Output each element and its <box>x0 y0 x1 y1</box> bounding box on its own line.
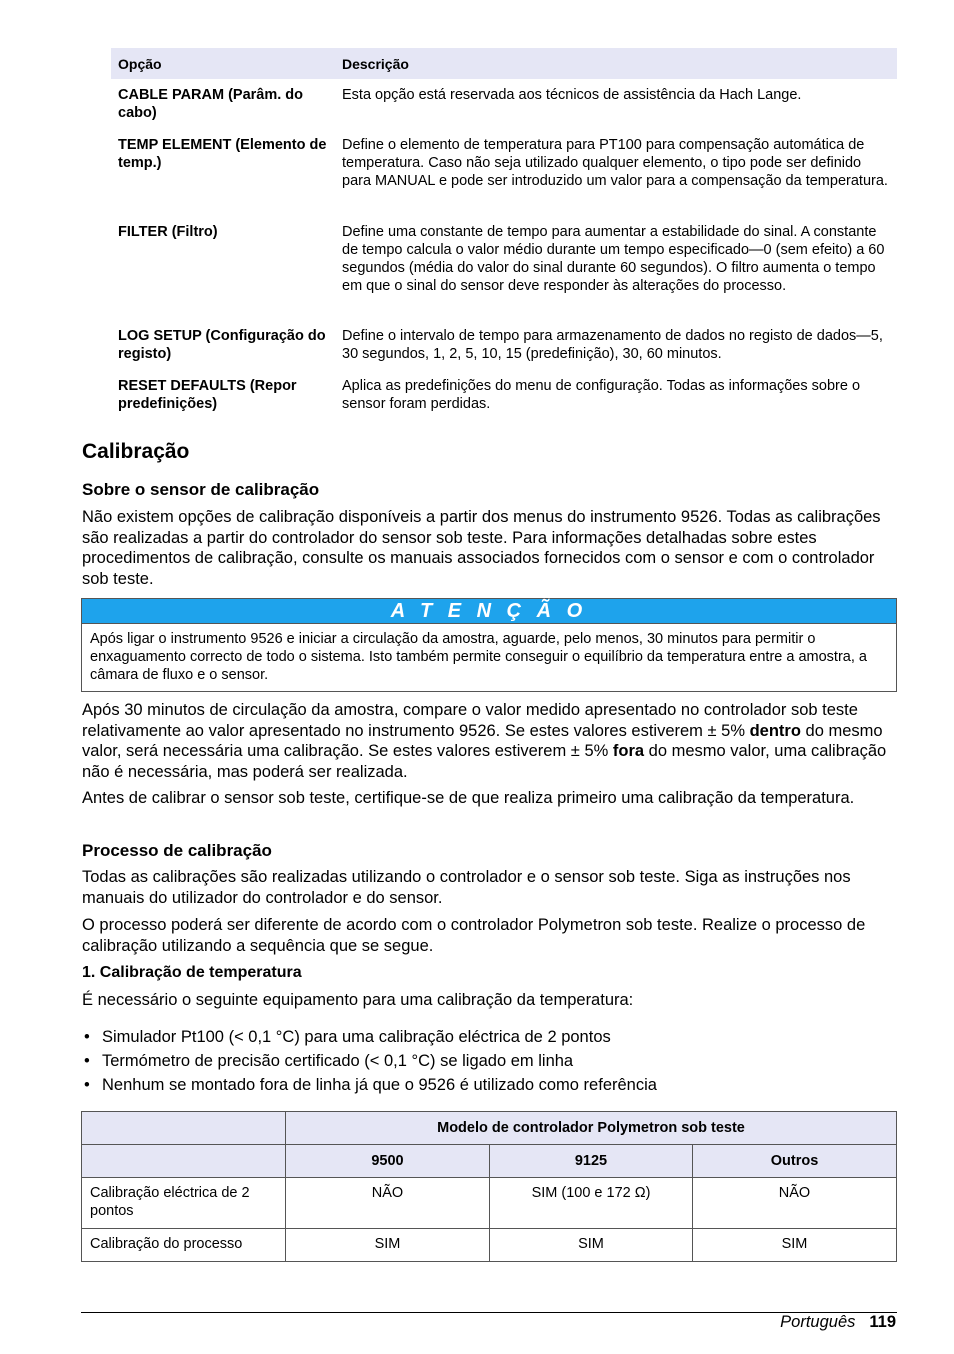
option-name: RESET DEFAULTS (Repor predefinições) <box>118 378 297 412</box>
table-corner-cell <box>82 1112 286 1145</box>
subsection-title-about: Sobre o sensor de calibração <box>82 480 320 499</box>
bullet-glyph: • <box>84 1028 90 1046</box>
cell-value: SIM <box>693 1229 897 1262</box>
table-row <box>111 320 897 370</box>
compare-bold-inside: dentro <box>749 721 801 740</box>
cell-value: SIM (100 e 172 Ω) <box>490 1178 693 1229</box>
table-row <box>111 216 897 320</box>
cell-value: SIM <box>490 1229 693 1262</box>
row-label: Calibração eléctrica de 2 pontos <box>82 1178 286 1229</box>
table-row <box>111 79 897 129</box>
step-title: 1. Calibração de temperatura <box>82 964 302 981</box>
option-description: Esta opção está reservada aos técnicos de assistência da Hach Lange. <box>342 87 802 103</box>
table-row <box>111 129 897 216</box>
footer-divider <box>81 1312 897 1313</box>
option-description: Define o intervalo de tempo para armazenamento de dados no registo de dados—5, 30 segundos, 1, 2, 5, 10, 15 (predefinição), 30, 60 minutos. <box>342 328 883 362</box>
options-table <box>111 48 897 420</box>
before-calibration-paragraph: Antes de calibrar o sensor sob teste, certifique-se de que realiza primeiro uma calibração da temperatura. <box>82 789 855 807</box>
row-label: Calibração do processo <box>82 1229 286 1262</box>
list-item-text: Nenhum se montado fora de linha já que o 9526 é utilizado como referência <box>102 1076 657 1094</box>
about-paragraph: Não existem opções de calibração disponíveis a partir dos menus do instrumento 9526. Todas as calibrações são realizadas a partir do controlador do sensor sob teste. Para informações detalhadas sobre estes procedimentos de calibração, consulte os manuais associados fornecidos com o sensor e com o controlador sob teste. <box>82 508 881 588</box>
compare-text-3: do mesmo valor, uma calibração não é necessária, mas poderá ser realizada. <box>82 742 887 781</box>
page-footer <box>780 1313 896 1332</box>
option-description: Define uma constante de tempo para aumentar a estabilidade do sinal. A constante de tempo calcula o valor médio durante um tempo especificado—0 (sem efeito) a 60 segundos (média do valor do sinal durante 60 segundos). O filtro aumenta o tempo em que o sinal do sensor deve responder às alterações do processo. <box>342 224 885 294</box>
cell-value: NÃO <box>286 1178 490 1229</box>
list-item <box>82 1073 896 1097</box>
bullet-glyph: • <box>84 1052 90 1070</box>
step-intro: É necessário o seguinte equipamento para uma calibração da temperatura: <box>82 991 634 1009</box>
column-header-9500: 9500 <box>286 1145 490 1178</box>
list-item-text: Simulador Pt100 (< 0,1 °C) para uma calibração eléctrica de 2 pontos <box>102 1028 611 1046</box>
warning-box <box>81 598 897 692</box>
column-header-option: Opção <box>111 48 335 79</box>
page-number: 119 <box>869 1313 896 1331</box>
compare-paragraph <box>82 700 896 782</box>
column-header-outros: Outros <box>693 1145 897 1178</box>
compare-text-2: do mesmo valor, será necessária uma calibração. Se estes valores estiverem ± 5% <box>82 721 883 760</box>
subsection-title-process: Processo de calibração <box>82 841 272 860</box>
table-row <box>111 370 897 420</box>
section-title: Calibração <box>82 440 190 463</box>
list-item <box>82 1025 896 1049</box>
table-row <box>82 1178 897 1229</box>
table-row <box>82 1229 897 1262</box>
compare-text-1: Após 30 minutos de circulação da amostra, compare o valor medido apresentado no controlador sob teste relativamente ao valor apresentado no instrumento 9526. Se estes valores estiverem ± 5% <box>82 701 858 740</box>
options-table-header <box>111 48 897 79</box>
table-header-row <box>82 1145 897 1178</box>
table-header-row <box>82 1112 897 1145</box>
option-description: Define o elemento de temperatura para PT100 para compensação automática de temperatura. Caso não seja utilizado qualquer elemento, o tipo pode ser definido para MANUAL e pode ser introduzido um valor para a compensação da temperatura. <box>342 137 888 189</box>
compare-bold-outside: fora <box>612 742 645 760</box>
list-item <box>82 1049 896 1073</box>
warning-text: Após ligar o instrumento 9526 e iniciar a circulação da amostra, aguarde, pelo menos, 30 minutos para permitir o enxaguamento correcto de todo o sistema. Isto também permite conseguir o equilíbrio da temperatura entre a amostra, a câmara de fluxo e o sensor. <box>90 631 867 683</box>
option-name: LOG SETUP (Configuração do registo) <box>118 328 326 362</box>
process-paragraph-1: Todas as calibrações são realizadas utilizando o controlador e o sensor sob teste. Siga as instruções nos manuais do utilizador do controlador e do sensor. <box>82 868 851 907</box>
process-paragraph-2: O processo poderá ser diferente de acordo com o controlador Polymetron sob teste. Realize o processo de calibração utilizando a sequência que se segue. <box>82 916 866 955</box>
controller-table <box>81 1111 897 1262</box>
warning-title: A T E N Ç Ã O <box>82 599 896 624</box>
option-name: FILTER (Filtro) <box>118 224 218 240</box>
option-name: CABLE PARAM (Parâm. do cabo) <box>118 87 304 121</box>
list-item-text: Termómetro de precisão certificado (< 0,1 °C) se ligado em linha <box>102 1052 574 1070</box>
column-header-9125: 9125 <box>490 1145 693 1178</box>
group-header: Modelo de controlador Polymetron sob teste <box>286 1112 897 1145</box>
footer-language: Português <box>780 1313 856 1331</box>
equipment-list <box>82 1025 896 1097</box>
table-corner-cell <box>82 1145 286 1178</box>
cell-value: SIM <box>286 1229 490 1262</box>
column-header-description: Descrição <box>335 48 897 79</box>
cell-value: NÃO <box>693 1178 897 1229</box>
bullet-glyph: • <box>84 1076 90 1094</box>
option-name: TEMP ELEMENT (Elemento de temp.) <box>118 137 327 171</box>
option-description: Aplica as predefinições do menu de configuração. Todas as informações sobre o sensor foram perdidas. <box>342 378 861 412</box>
